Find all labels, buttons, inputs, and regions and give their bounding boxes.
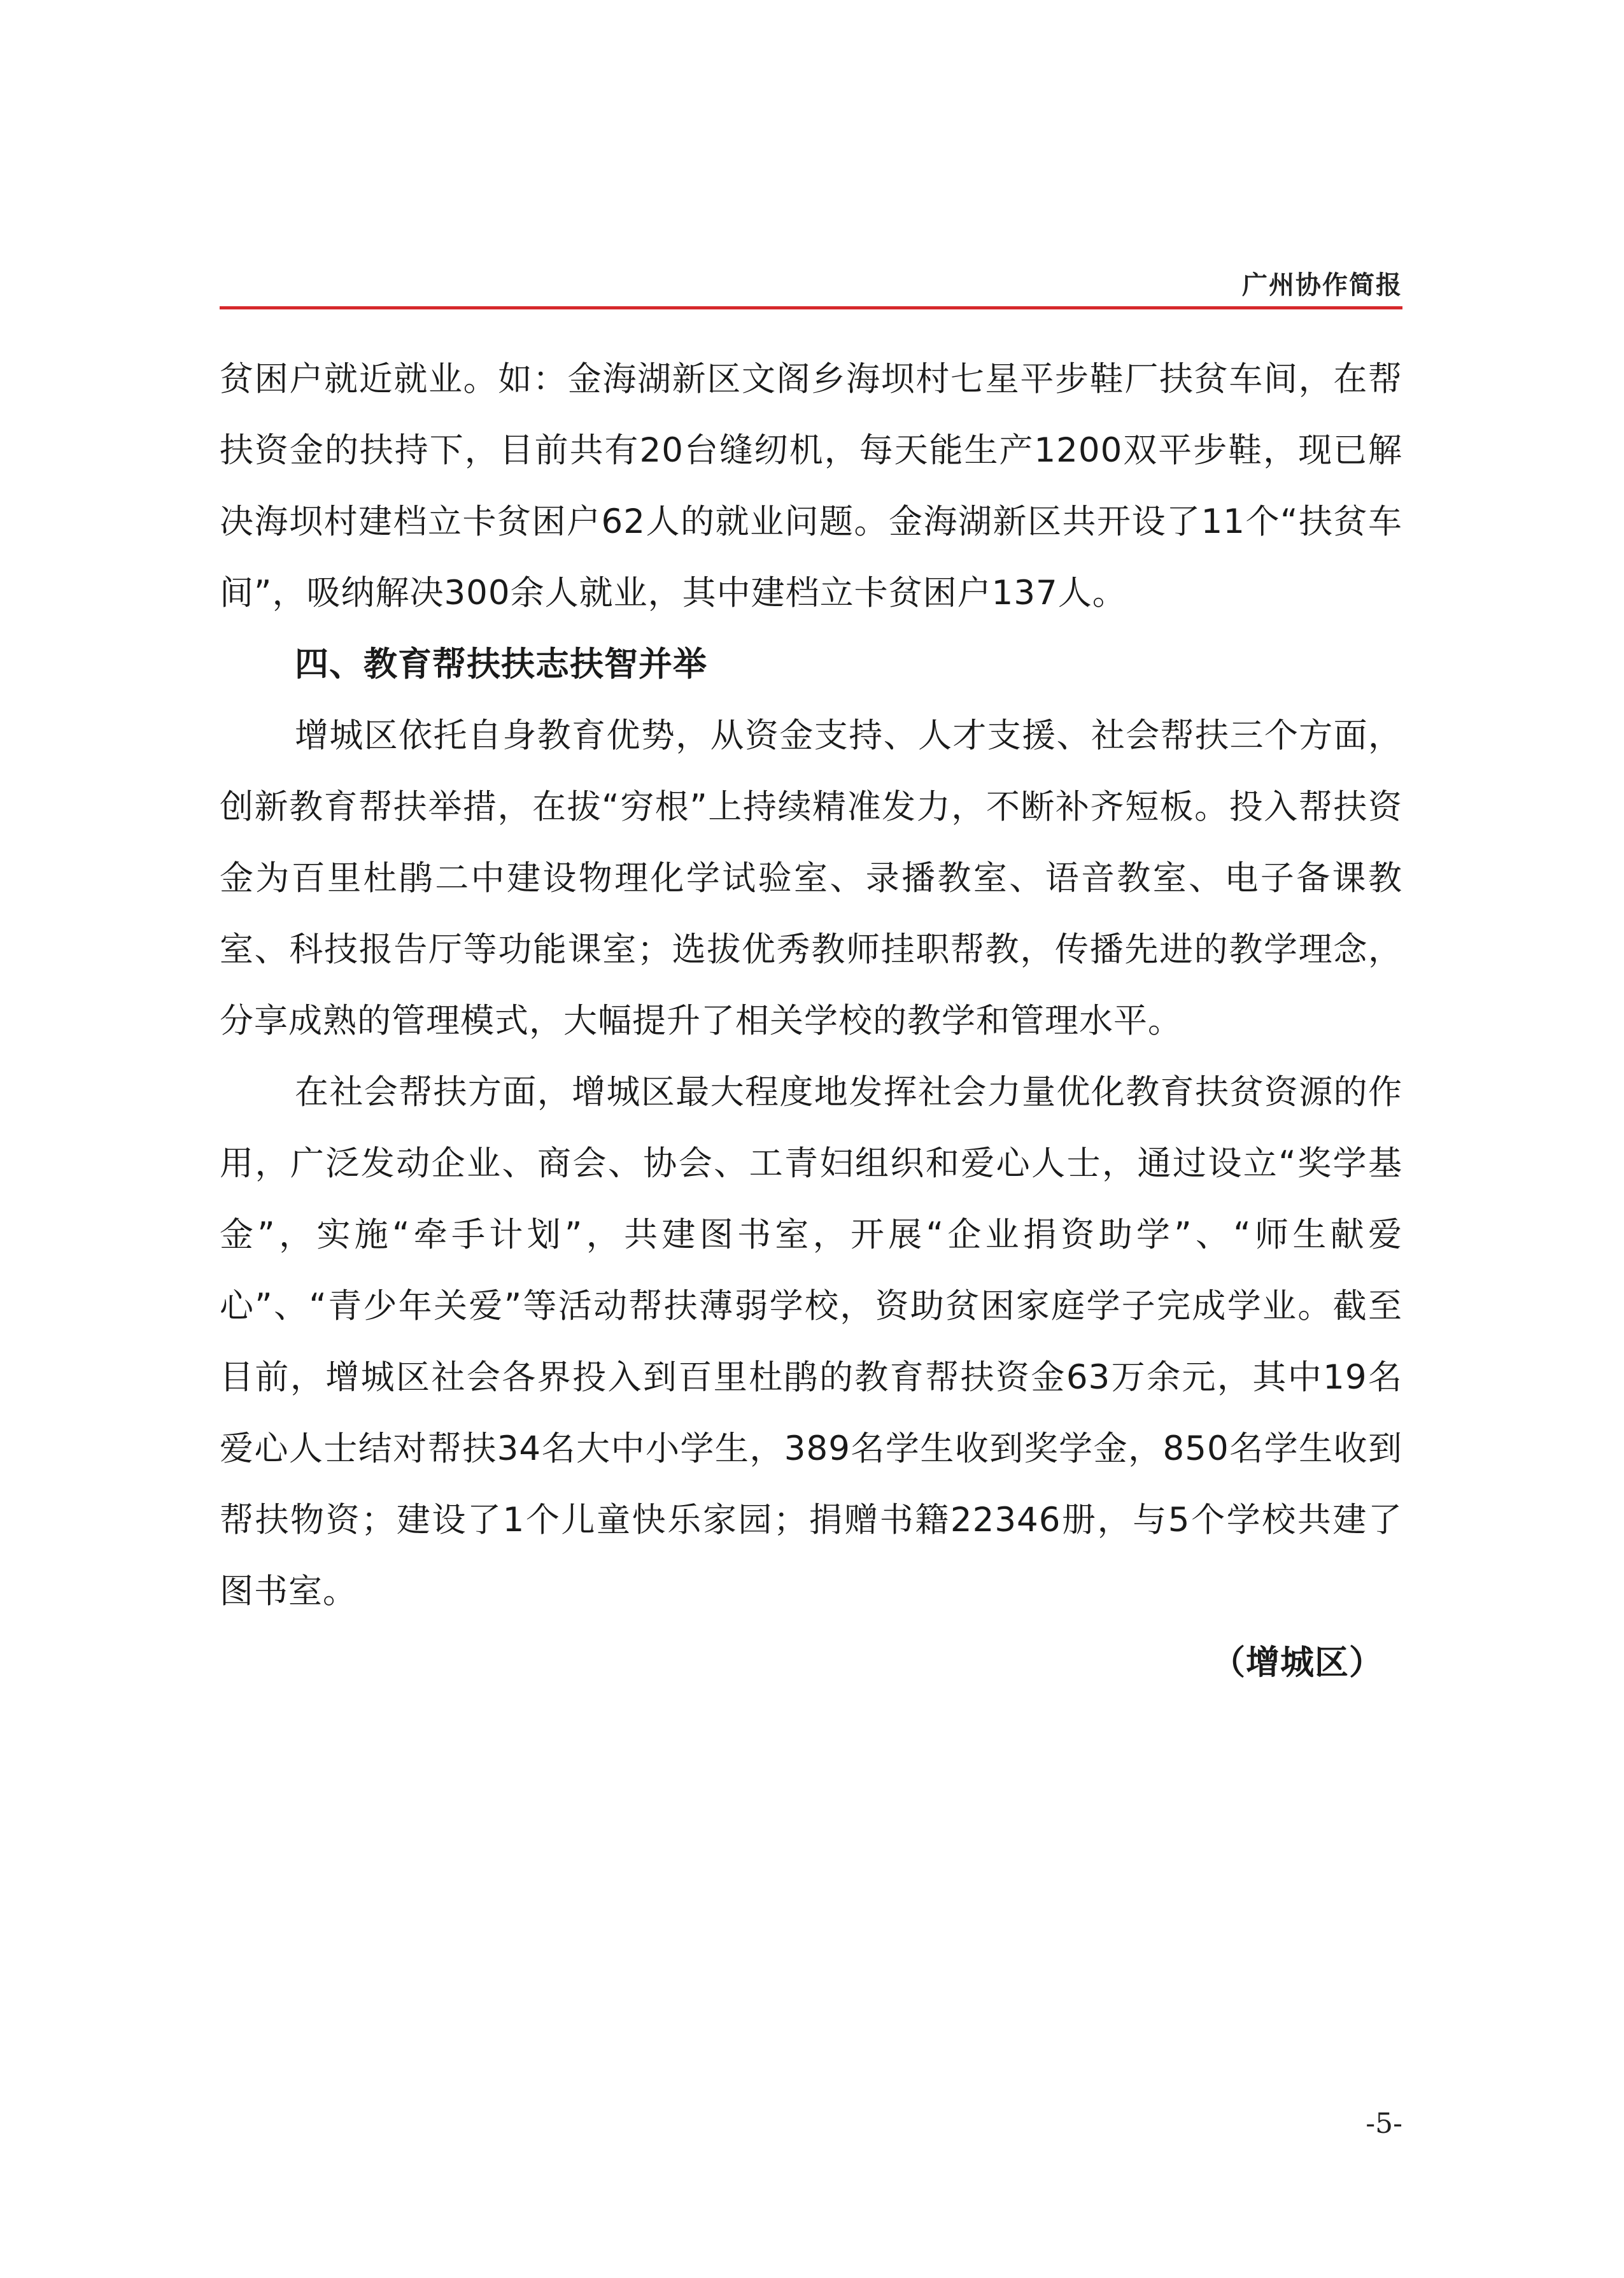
paragraph-social-support: 在社会帮扶方面，增城区最大程度地发挥社会力量优化教育扶贫资源的作用，广泛发动企业、商会、协会、工青妇组织和爱心人士，通过设立“奖学基金”，实施“牵手计划”，共建图书室，开展“企业捐资助学”、“师生献爱心”、“青少年关爱”等活动帮扶薄弱学校，资助贫困家庭学子完成学业。截至目前，增城区社会各界投入到百里杜鹃的教育帮扶资金63万余元，其中19名爱心人士结对帮扶34名大中小学生，389名学生收到奖学金，850名学生收到帮扶物资；建设了1个儿童快乐家园；捐赠书籍22346册，与5个学校共建了图书室。 (220, 1073, 1402, 1611)
paragraph-education-support: 增城区依托自身教育优势，从资金支持、人才支援、社会帮扶三个方面，创新教育帮扶举措，在拔“穷根”上持续精准发力，不断补齐短板。投入帮扶资金为百里杜鹃二中建设物理化学试验室、录播教室、语音教室、电子备课教室、科技报告厅等功能课室；选拔优秀教师挂职帮教，传播先进的教学理念，分享成熟的管理模式，大幅提升了相关学校的教学和管理水平。 (220, 716, 1402, 1040)
section-heading: 四、教育帮扶扶志扶智并举 (295, 645, 707, 684)
header-title: 广州协作简报 (1242, 270, 1402, 300)
page-number: -5- (1366, 2107, 1402, 2140)
paragraph-continued: 贫困户就近就业。如：金海湖新区文阁乡海坝村七星平步鞋厂扶贫车间，在帮扶资金的扶持下，目前共有20台缝纫机，每天能生产1200双平步鞋，现已解决海坝村建档立卡贫困户62人的就业问题。金海湖新区共开设了11个“扶贫车间”，吸纳解决300余人就业，其中建档立卡贫困户137人。 (220, 360, 1402, 612)
article-body (220, 344, 1402, 1699)
author-signature: （增城区） (1211, 1643, 1383, 1682)
header-divider (220, 306, 1402, 309)
